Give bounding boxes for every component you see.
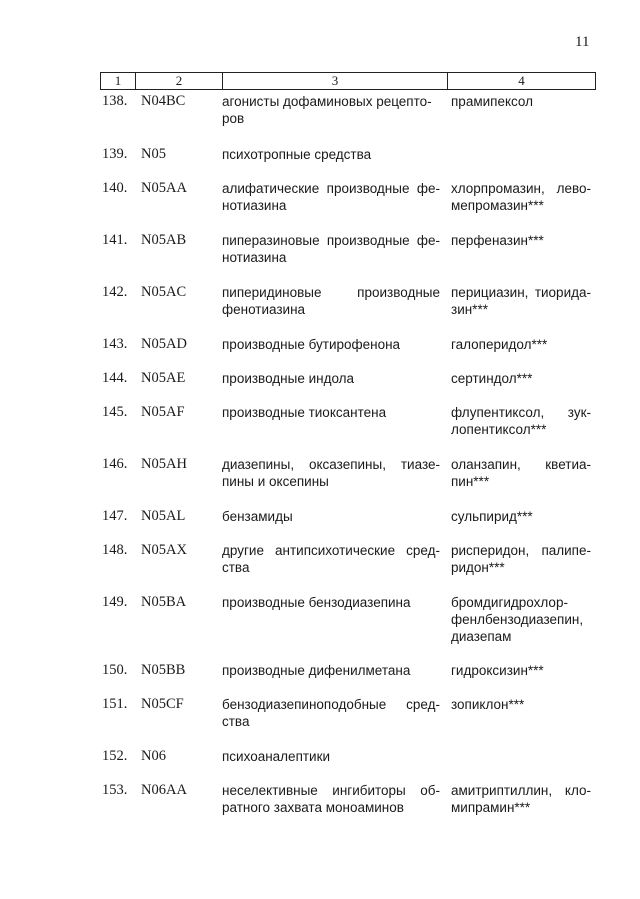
description-line: нотиазина — [222, 250, 287, 265]
atc-code: N04BC — [141, 93, 186, 109]
atc-code: N05AC — [141, 284, 187, 300]
group-description — [222, 146, 440, 163]
description-line: другие антипсихотические сред- — [222, 543, 440, 558]
description-line: производные бутирофенона — [222, 337, 401, 352]
row-number: 140. — [102, 180, 128, 196]
drug-line: мепромазин*** — [451, 198, 544, 213]
description-line: производные индола — [222, 371, 355, 386]
drug-line: зин*** — [451, 302, 488, 317]
atc-code: N05AF — [141, 404, 185, 420]
row-number: 153. — [102, 782, 128, 798]
drug-line: фенлбензодиазепин, — [451, 612, 584, 627]
description-line: неселективные ингибиторы об- — [222, 783, 440, 798]
drug-names — [451, 662, 591, 679]
group-description — [222, 696, 440, 730]
page-number: 11 — [575, 34, 590, 50]
drug-names — [451, 180, 591, 214]
row-number: 143. — [102, 336, 128, 352]
description-line: ства — [222, 714, 250, 729]
description-line: производные дифенилметана — [222, 663, 411, 678]
drug-line: ридон*** — [451, 560, 505, 575]
atc-code: N05 — [141, 146, 166, 162]
row-number: 152. — [102, 748, 128, 764]
atc-code: N05AA — [141, 180, 187, 196]
header-col-2: 2 — [136, 73, 223, 89]
atc-code: N05AH — [141, 456, 187, 472]
group-description — [222, 748, 440, 765]
description-line: пины и оксепины — [222, 474, 329, 489]
drug-names — [451, 508, 591, 525]
description-line: ратного захвата моноаминов — [222, 800, 404, 815]
drug-line: галоперидол*** — [451, 337, 548, 352]
description-line: бензодиазепиноподобные сред- — [222, 697, 440, 712]
atc-code: N05AB — [141, 232, 187, 248]
atc-code: N05AE — [141, 370, 186, 386]
row-number: 147. — [102, 508, 128, 524]
drug-line: лопентиксол*** — [451, 422, 547, 437]
header-col-3: 3 — [223, 73, 448, 89]
group-description — [222, 542, 440, 576]
row-number: 138. — [102, 93, 128, 109]
header-col-1: 1 — [101, 73, 136, 89]
drug-line: зопиклон*** — [451, 697, 525, 712]
atc-code: N06AA — [141, 782, 187, 798]
atc-code: N05CF — [141, 696, 184, 712]
group-description — [222, 370, 440, 387]
drug-line: гидроксизин*** — [451, 663, 544, 678]
drug-names — [451, 232, 591, 249]
drug-names — [451, 782, 591, 816]
header-col-4: 4 — [518, 73, 525, 88]
atc-code: N06 — [141, 748, 166, 764]
atc-code: N05AX — [141, 542, 187, 558]
group-description — [222, 508, 440, 525]
drug-line: рисперидон, палипе- — [451, 543, 591, 558]
drug-line: флупентиксол, зук- — [451, 405, 591, 420]
drug-names — [451, 370, 591, 387]
drug-names — [451, 336, 591, 353]
description-line: производные бензодиазепина — [222, 595, 411, 610]
group-description — [222, 180, 440, 214]
description-line: алифатические производные фе- — [222, 181, 440, 196]
atc-code: N05BA — [141, 594, 187, 610]
drug-line: бромдигидрохлор- — [451, 595, 568, 610]
row-number: 150. — [102, 662, 128, 678]
group-description — [222, 232, 440, 266]
atc-code: N05AL — [141, 508, 186, 524]
group-description — [222, 336, 440, 353]
description-line: диазепины, оксазепины, тиазе- — [222, 457, 440, 472]
drug-line: перициазин, тиорида- — [451, 285, 591, 300]
drug-line: диазепам — [451, 629, 512, 644]
drug-names — [451, 456, 591, 490]
description-line: бензамиды — [222, 509, 293, 524]
drug-line: мипрамин*** — [451, 800, 531, 815]
description-line: ров — [222, 111, 245, 126]
drug-line: пин*** — [451, 474, 490, 489]
description-line: пиперидиновые производные — [222, 285, 440, 300]
description-line: агонисты дофаминовых рецепто- — [222, 94, 432, 109]
group-description — [222, 93, 440, 127]
row-number: 149. — [102, 594, 128, 610]
drug-line: амитриптиллин, кло- — [451, 783, 591, 798]
drug-names — [451, 284, 591, 318]
drug-names — [451, 93, 591, 110]
atc-code: N05AD — [141, 336, 187, 352]
group-description — [222, 284, 440, 318]
atc-code: N05BB — [141, 662, 186, 678]
row-number: 151. — [102, 696, 128, 712]
row-number: 145. — [102, 404, 128, 420]
drug-names — [451, 594, 591, 645]
drug-line: прамипексол — [451, 94, 534, 109]
drug-line: сульпирид*** — [451, 509, 533, 524]
description-line: нотиазина — [222, 198, 287, 213]
row-number: 142. — [102, 284, 128, 300]
description-line: пиперазиновые производные фе- — [222, 233, 440, 248]
description-line: психоаналептики — [222, 749, 331, 764]
group-description — [222, 662, 440, 679]
row-number: 141. — [102, 232, 128, 248]
group-description — [222, 456, 440, 490]
group-description — [222, 782, 440, 816]
drug-line: перфеназин*** — [451, 233, 544, 248]
drug-line: хлорпромазин, лево- — [451, 181, 591, 196]
group-description — [222, 594, 440, 611]
description-line: фенотиазина — [222, 302, 306, 317]
description-line: производные тиоксантена — [222, 405, 387, 420]
drug-names — [451, 542, 591, 576]
group-description — [222, 404, 440, 421]
row-number: 139. — [102, 146, 128, 162]
drug-line: оланзапин, кветиа- — [451, 457, 591, 472]
description-line: ства — [222, 560, 250, 575]
description-line: психотропные средства — [222, 147, 372, 162]
row-number: 148. — [102, 542, 128, 558]
drug-names — [451, 404, 591, 438]
row-number: 146. — [102, 456, 128, 472]
table-header — [100, 72, 596, 90]
row-number: 144. — [102, 370, 128, 386]
drug-names — [451, 696, 591, 713]
drug-line: сертиндол*** — [451, 371, 533, 386]
